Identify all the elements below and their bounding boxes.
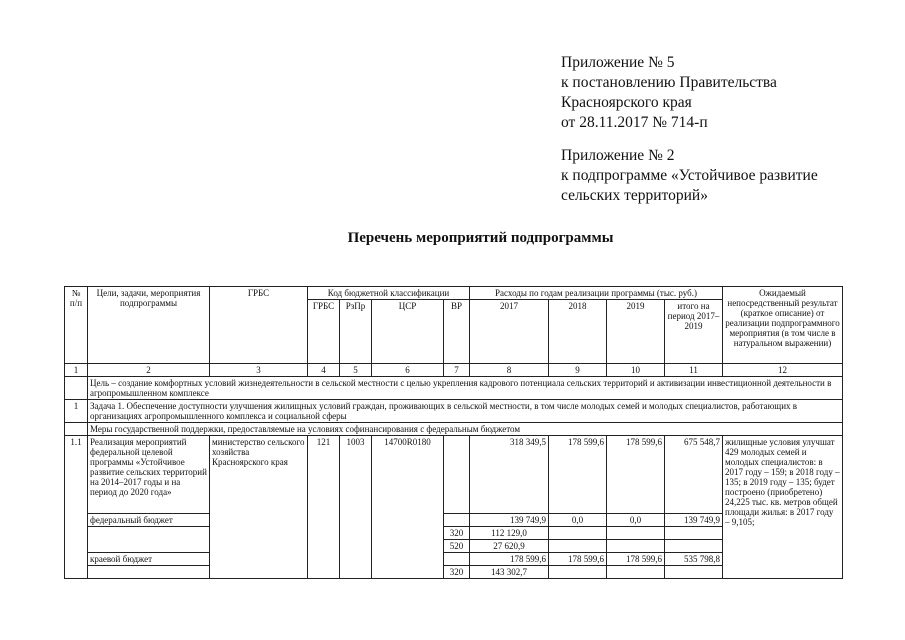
col-number: 2 <box>88 364 210 377</box>
federal-2018: 0,0 <box>549 514 607 527</box>
header-expenses: Расходы по годам реализации программы (тыс. руб.) <box>470 287 723 300</box>
federal-2019: 0,0 <box>607 514 665 527</box>
regional-2018: 178 599,6 <box>549 553 607 566</box>
col-number: 5 <box>340 364 372 377</box>
item-2017: 318 349,5 <box>470 436 549 514</box>
item-number: 1.1 <box>65 436 88 579</box>
appendix-main-line-1: Приложение № 5 <box>561 54 675 71</box>
col-number: 4 <box>308 364 340 377</box>
measures-table <box>64 286 843 579</box>
appendix-main-line-3: Красноярского края <box>561 94 692 111</box>
regional-2017: 178 599,6 <box>470 553 549 566</box>
header-code-vr: ВР <box>444 300 470 364</box>
measures-text: Меры государственной поддержки, предоставляемые на условиях софинансирования с федеральным бюджетом <box>88 423 843 436</box>
federal-sub-2017: 27 620,9 <box>470 540 549 553</box>
col-number: 7 <box>444 364 470 377</box>
appendix-sub-line-3: сельских территорий» <box>561 187 708 204</box>
header-budget-code: Код бюджетной классификации <box>308 287 470 300</box>
regional-total: 535 798,8 <box>665 553 723 566</box>
header-year-2018: 2018 <box>549 300 607 364</box>
col-number: 8 <box>470 364 549 377</box>
item-code-grbs: 121 <box>308 436 340 514</box>
federal-budget-label: федеральный бюджет <box>88 514 210 527</box>
appendix-sub-block <box>561 146 818 206</box>
item-code-csr: 14700R0180 <box>372 436 444 514</box>
col-number: 1 <box>65 364 88 377</box>
header-year-2019: 2019 <box>607 300 665 364</box>
item-2019: 178 599,6 <box>607 436 665 514</box>
header-num: № п/п <box>65 287 88 364</box>
federal-sub-vr: 320 <box>444 527 470 540</box>
regional-sub-2017: 143 302,7 <box>470 566 549 579</box>
regional-sub-vr: 320 <box>444 566 470 579</box>
header-code-grbs: ГРБС <box>308 300 340 364</box>
item-2018: 178 599,6 <box>549 436 607 514</box>
header-code-rzpr: РзПр <box>340 300 372 364</box>
header-goals: Цели, задачи, мероприятия подпрограммы <box>88 287 210 364</box>
header-row-1 <box>65 287 843 300</box>
appendix-main-line-2: к постановлению Правительства <box>561 74 777 91</box>
task-number: 1 <box>65 400 88 423</box>
header-year-2017: 2017 <box>470 300 549 364</box>
item-row <box>65 436 843 514</box>
measures-row <box>65 423 843 436</box>
document-title: Перечень мероприятий подпрограммы <box>347 230 614 246</box>
col-number: 9 <box>549 364 607 377</box>
col-number: 11 <box>665 364 723 377</box>
goal-text: Цель – создание комфортных условий жизнедеятельности в сельской местности с целью укрепления кадрового потенциала сельских территорий и активизации инвестиционной деятельности в агропромышленном комплексе <box>88 377 843 400</box>
goal-row <box>65 377 843 400</box>
item-name: Реализация мероприятий федеральной целевой программы «Устойчивое развитие сельских территорий на 2014–2017 годы и на период до 2020 года» <box>88 436 210 514</box>
col-number: 12 <box>723 364 843 377</box>
item-result: жилищные условия улучшат 429 молодых семей и молодых специалистов: в 2017 году – 159; в 2018 году – 135; в 2019 году – 135; будет построено (приобретено) 24,225 тыс. кв. метров общей площади жилья: в 2017 году – 9,105; <box>723 436 843 579</box>
col-number: 10 <box>607 364 665 377</box>
appendix-main-block <box>561 53 777 133</box>
item-grbs: министерство сельского хозяйства Красноярского края <box>210 436 308 514</box>
header-result: Ожидаемый непосредственный результат (краткое описание) от реализации подпрограммного мероприятия (в том числе в натуральном выражении) <box>723 287 843 364</box>
regional-2019: 178 599,6 <box>607 553 665 566</box>
task-row <box>65 400 843 423</box>
header-code-csr: ЦСР <box>372 300 444 364</box>
appendix-sub-line-2: к подпрограмме «Устойчивое развитие <box>561 167 818 184</box>
federal-sub-2017: 112 129,0 <box>470 527 549 540</box>
regional-budget-label: краевой бюджет <box>88 553 210 566</box>
item-code-rzpr: 1003 <box>340 436 372 514</box>
header-total: итого на период 2017–2019 <box>665 300 723 364</box>
task-text: Задача 1. Обеспечение доступности улучшения жилищных условий граждан, проживающих в сельской местности, в том числе молодых семей и молодых специалистов, работающих в организациях агропромышленного комплекса и социальной сферы <box>88 400 843 423</box>
header-grbs: ГРБС <box>210 287 308 364</box>
col-number: 3 <box>210 364 308 377</box>
appendix-sub-line-1: Приложение № 2 <box>561 147 675 164</box>
item-total: 675 548,7 <box>665 436 723 514</box>
appendix-main-line-4: от 28.11.2017 № 714-п <box>561 114 708 131</box>
federal-total: 139 749,9 <box>665 514 723 527</box>
column-number-row <box>65 364 843 377</box>
col-number: 6 <box>372 364 444 377</box>
federal-2017: 139 749,9 <box>470 514 549 527</box>
federal-sub-vr: 520 <box>444 540 470 553</box>
